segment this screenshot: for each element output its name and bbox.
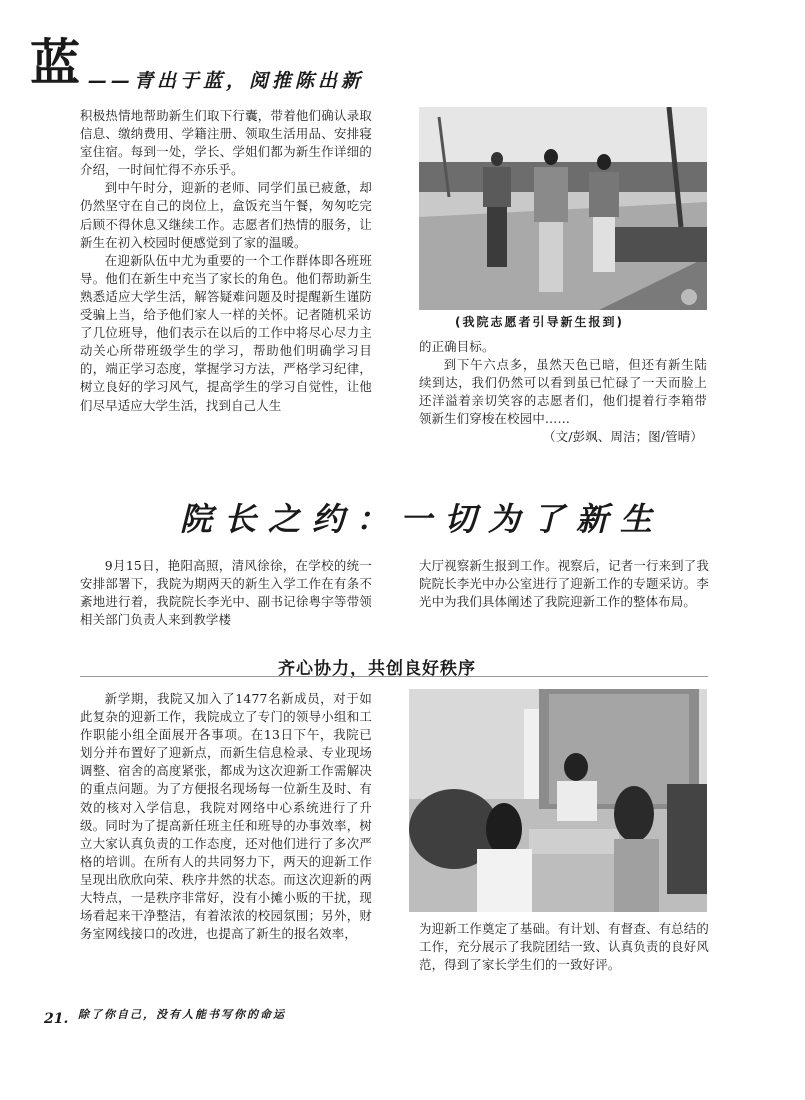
- article1-paragraph: 到下午六点多，虽然天色已暗，但还有新生陆续到达，我们仍然可以看到虽已忙碌了一天而脸上还洋溢着亲切笑容的志愿者们，他们提着行李箱带领新生们穿梭在校园中……: [419, 357, 707, 427]
- section-paragraph: 新学期，我院又加入了1477名新成员，对于如此复杂的迎新工作，我院成立了专门的领导小组和工作职能小组全面展开各事项。在13日下午，我院已划分并布置好了迎新点，而新生信息检录、专业现场调整、宿舍的高度紧张，都成为这次迎新工作需解决的重点问题。为了方便报名现场每一位新生及时、有效的核对入学信息，我院对网络中心系统进行了升级。同时为了提高新任班主任和班导的办事效率，树立大家认真负责的工作态度，还对他们进行了多次严格的培训。在所有人的共同努力下，两天的迎新工作呈现出欣欣向荣、秩序井然的状态。而这次迎新的两大特点，一是秩序非常好，没有小摊小贩的干扰，现场看起来干净整洁，有着浓浓的校园氛围；另外，财务室网线接口的改进，也提高了新生的报名效率，: [80, 691, 372, 942]
- article1-paragraph: 到中午时分，迎新的老师、同学们虽已疲惫，却仍然坚守在自己的岗位上，盒饭充当午餐，匆匆吃完后顾不得休息又继续工作。志愿者们热情的服务，让新生在初入校园时便感觉到了家的温暖。: [80, 180, 372, 250]
- article2-intro-left: [80, 557, 372, 629]
- article1-paragraph: 在迎新队伍中尤为重要的一个工作群体即各班班导。他们在新生中充当了家长的角色。他们帮助新生熟悉适应大学生活，解答疑难问题及时提醒新生谨防受骗上当，给予他们家人一样的关怀。记者随机采访了几位班导，他们表示在以后的工作中将尽心尽力主动关心所带班级学生的学习，帮助他们明确学习目的，端正学习态度，掌握学习方法，严格学习纪律，树立良好的学习风气，提高学生的学习自觉性，让他们尽早适应大学生活，找到自己人生: [80, 252, 372, 413]
- article1-credit: （文/彭飒、周洁；图/管晴）: [543, 429, 703, 445]
- header-subtitle: ——青出于蓝，阅推陈出新: [88, 70, 365, 92]
- section-right-column: [419, 920, 709, 974]
- office-interview-photo: [409, 689, 707, 912]
- article1-right-column: [419, 338, 707, 447]
- section-title: 齐心协力，共创良好秩序: [278, 659, 476, 679]
- article2-title: 院长之约：一切为了新生: [180, 500, 665, 538]
- footer-motto: 除了你自己，没有人能书写你的命运: [78, 1008, 286, 1021]
- volunteers-photo-caption: (我院志愿者引导新生报到): [455, 315, 624, 329]
- article1-left-column: [80, 107, 372, 415]
- section-paragraph: 为迎新工作奠定了基础。有计划、有督查、有总结的工作，充分展示了我院团结一致、认真负责的良好风范，得到了家长学生们的一致好评。: [419, 921, 709, 973]
- article1-paragraph: 积极热情地帮助新生们取下行囊，带着他们确认录取信息、缴纳费用、学籍注册、领取生活用品、安排寝室住宿。每到一处，学长、学姐们都为新生作详细的介绍，一时间忙得不亦乐乎。: [80, 108, 372, 178]
- article2-intro-right: [419, 557, 709, 611]
- section-divider: [80, 676, 708, 677]
- article2-paragraph: 9月15日，艳阳高照，清风徐徐，在学校的统一安排部署下，我院为期两天的新生入学工作在有条不紊地进行着，我院院长李光中、副书记徐粤宇等带领相关部门负责人来到教学楼: [80, 558, 372, 628]
- volunteers-photo-illustration: [419, 107, 707, 310]
- page-number: 21.: [44, 1011, 69, 1027]
- header-big-character: 蓝: [30, 33, 80, 92]
- section-left-column: [80, 690, 372, 943]
- volunteers-photo: [419, 107, 707, 310]
- office-interview-illustration: [409, 689, 707, 912]
- article1-continuation: 的正确目标。: [419, 339, 495, 354]
- article2-paragraph: 大厅视察新生报到工作。视察后，记者一行来到了我院院长李光中办公室进行了迎新工作的专题采访。李光中为我们具体阐述了我院迎新工作的整体布局。: [419, 558, 709, 610]
